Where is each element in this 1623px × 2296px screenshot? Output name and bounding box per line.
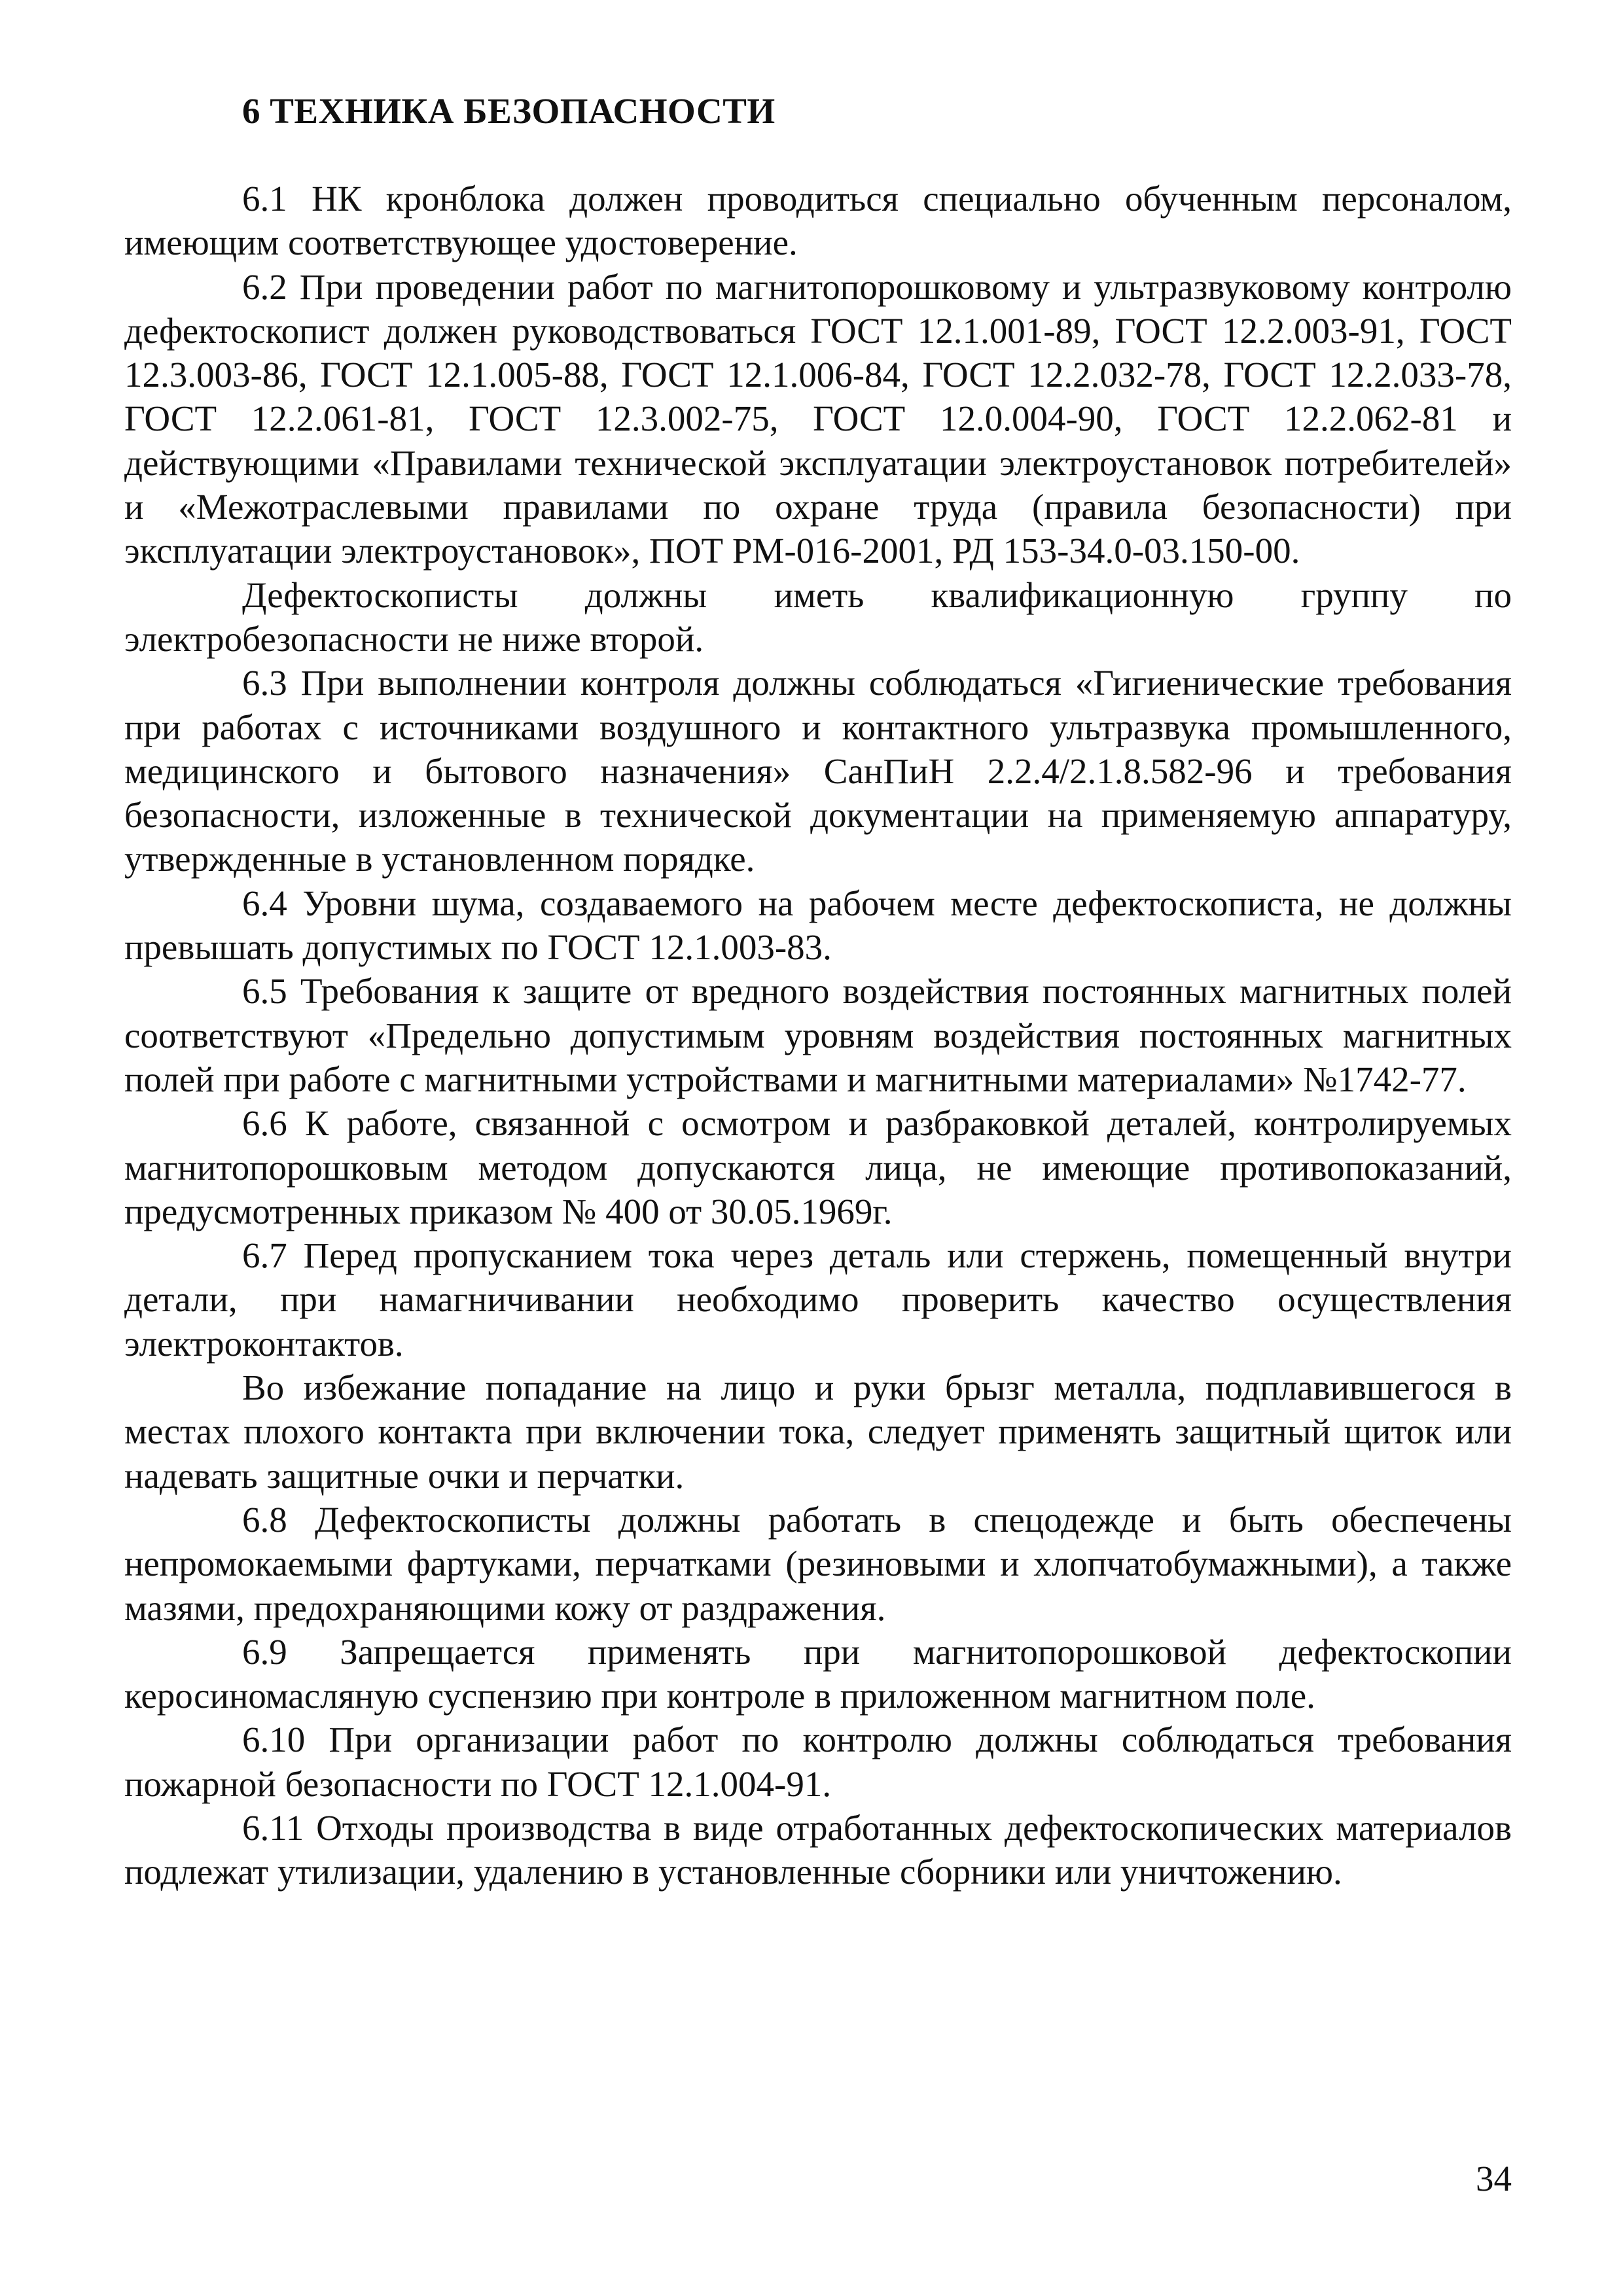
paragraph-6-6: 6.6 К работе, связанной с осмотром и разбраковкой деталей, контролируемых магнитопорошковым методом допускаются лица, не имеющие противопоказаний, предусмотренных приказом № 400 от 30.05.1969г. bbox=[124, 1103, 1512, 1231]
page-number: 34 bbox=[1476, 2159, 1512, 2199]
paragraph-6-3: 6.3 При выполнении контроля должны соблюдаться «Гигиенические требования при работах с источниками воздушного и контактного ультразвука промышленного, медицинского и бытового назначения» СанПиН 2.2.4/2.1.8.582-96 и требования безопасности, изложенные в технической документации на применяемую аппаратуру, утвержденные в установленном порядке. bbox=[124, 663, 1512, 879]
paragraph-6-1: 6.1 НК кронблока должен проводиться специально обученным персоналом, имеющим соответствующее удостоверение. bbox=[124, 179, 1512, 263]
paragraph-6-10: 6.10 При организации работ по контролю должны соблюдаться требования пожарной безопасности по ГОСТ 12.1.004-91. bbox=[124, 1720, 1512, 1804]
paragraph-6-8: 6.8 Дефектоскописты должны работать в спецодежде и быть обеспечены непромокаемыми фартуками, перчатками (резиновыми и хлопчатобумажными), а также мазями, предохраняющими кожу от раздражения. bbox=[124, 1499, 1512, 1628]
paragraph-6-11: 6.11 Отходы производства в виде отработанных дефектоскопических материалов подлежат утилизации, удалению в установленные сборники или уничтожению. bbox=[124, 1807, 1512, 1892]
paragraph-6-2: 6.2 При проведении работ по магнитопорошковому и ультразвуковому контролю дефектоскопист должен руководствоваться ГОСТ 12.1.001-89, ГОСТ 12.2.003-91, ГОСТ 12.3.003-86, ГОСТ 12.1.005-88, ГОСТ 12.1.006-84, ГОСТ 12.2.032-78, ГОСТ 12.2.033-78, ГОСТ 12.2.061-81, ГОСТ 12.3.002-75, ГОСТ 12.0.004-90, ГОСТ 12.2.062-81 и действующими «Правилами технической эксплуатации электроустановок потребителей» и «Межотраслевыми правилами по охране труда (правила безопасности) при эксплуатации электроустановок», ПОТ РМ-016-2001, РД 153-34.0-03.150-00. bbox=[124, 266, 1512, 571]
paragraph-6-7-protection: Во избежание попадание на лицо и руки брызг металла, подплавившегося в местах плохого контакта при включении тока, следует применять защитный щиток или надевать защитные очки и перчатки. bbox=[124, 1368, 1512, 1496]
section-body bbox=[124, 177, 1512, 1894]
paragraph-6-2-qualification: Дефектоскописты должны иметь квалификационную группу по электробезопасности не ниже второй. bbox=[124, 574, 1512, 659]
paragraph-6-4: 6.4 Уровни шума, создаваемого на рабочем месте дефектоскописта, не должны превышать допустимых по ГОСТ 12.1.003-83. bbox=[124, 883, 1512, 968]
paragraph-6-9: 6.9 Запрещается применять при магнитопорошковой дефектоскопии керосиномасляную суспензию при контроле в приложенном магнитном поле. bbox=[124, 1631, 1512, 1716]
paragraph-6-5: 6.5 Требования к защите от вредного воздействия постоянных магнитных полей соответствуют «Предельно допустимым уровням воздействия постоянных магнитных полей при работе с магнитными устройствами и магнитными материалами» №1742-77. bbox=[124, 971, 1512, 1099]
section-title: 6 ТЕХНИКА БЕЗОПАСНОСТИ bbox=[242, 91, 776, 131]
paragraph-6-7: 6.7 Перед пропусканием тока через деталь или стержень, помещенный внутри детали, при намагничивании необходимо проверить качество осуществления электроконтактов. bbox=[124, 1235, 1512, 1364]
